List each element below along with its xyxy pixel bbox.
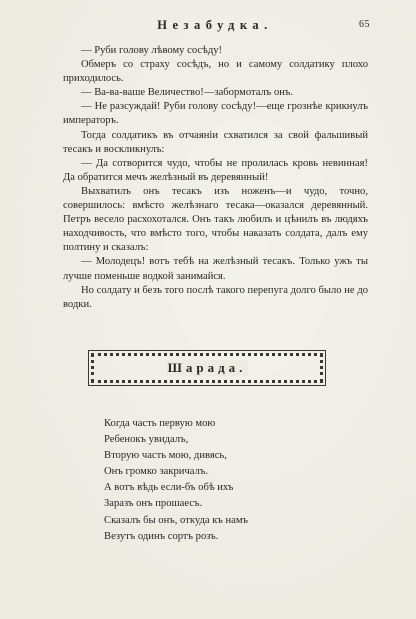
verse-line: Вторую часть мою, дивясь,: [104, 450, 227, 462]
verse-line: Заразъ онъ прошаесъ.: [104, 498, 203, 510]
dotted-border-ornament: [91, 353, 323, 383]
paragraph: Обмеръ со страху сосѣдъ, но и самому солдатику плохо приходилось.: [63, 59, 368, 85]
verse-line: Везутъ одинъ сортъ розъ.: [104, 530, 219, 542]
paragraph: — Руби голову лѣвому сосѣду!: [81, 45, 223, 56]
story-text: [63, 44, 368, 312]
paragraph: Выхватилъ онъ тесакъ изъ ноженъ—и чудо, точно, совершилось: вмѣсто желѣзнаго тесака—оказался деревянный. Петръ весело расхохотался. Онъ такъ любилъ и цѣнилъ въ людяхъ находчивость, что вмѣсто того, чтобы наказать солдата, далъ ему полтину и сказалъ:: [63, 185, 368, 254]
section-title: Шарада.: [167, 360, 247, 375]
paragraph: — Да сотворится чудо, чтобы не пролилась кровь невинная! Да обратится мечъ желѣзный въ деревянный!: [63, 157, 368, 183]
charade-verse: [104, 416, 364, 545]
running-title: Незабудка.: [157, 18, 273, 32]
paragraph: Но солдату и безъ того послѣ такого перепуга долго было не до водки.: [63, 284, 368, 310]
page-header: [0, 18, 416, 38]
verse-line: А вотъ вѣдь если-бъ обѣ ихъ: [104, 482, 234, 494]
verse-line: Ребенокъ увидалъ,: [104, 434, 189, 446]
page-number: 65: [359, 19, 370, 30]
section-title-frame: [88, 350, 326, 386]
paragraph: — Ва-ва-ваше Величество!—забормоталъ онъ.: [81, 87, 294, 99]
paragraph: Тогда солдатикъ въ отчаяніи схватился за свой фальшивый тесакъ и воскликнулъ:: [63, 129, 368, 155]
verse-line: Сказалъ бы онъ, откуда къ намъ: [104, 514, 249, 526]
paragraph: — Молодецъ! вотъ тебѣ на желѣзный тесакъ. Только ужъ ты лучше поменьше водкой занимайся.: [63, 256, 368, 282]
verse-line: Онъ громко закричалъ.: [104, 466, 208, 478]
verse-line: Когда часть первую мою: [104, 418, 216, 429]
paragraph: — Не разсуждай! Руби голову сосѣду!—еще грознѣе крикнулъ императоръ.: [63, 101, 368, 127]
